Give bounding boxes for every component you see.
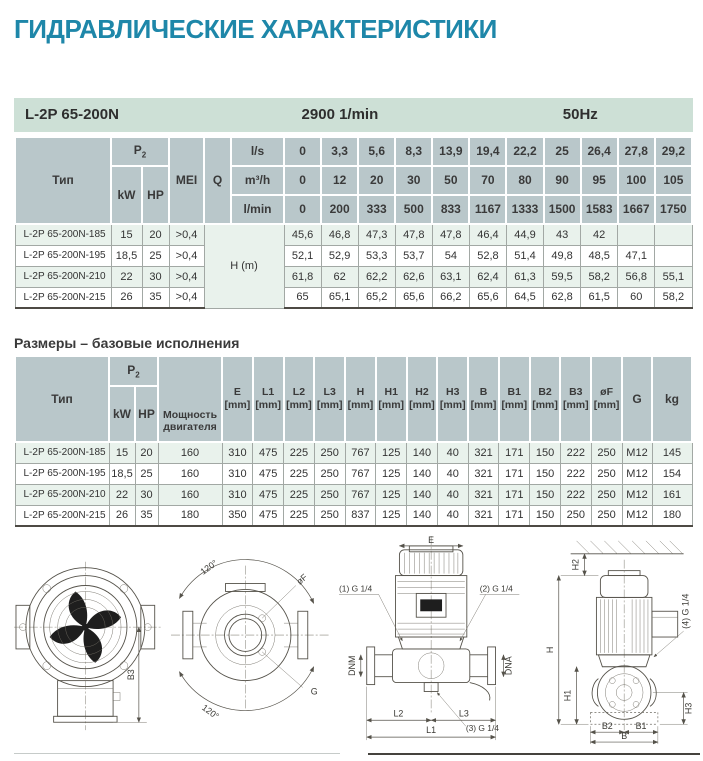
dim-label-l1: L1: [426, 725, 437, 736]
cell: 837: [345, 505, 376, 526]
cell: 22: [109, 484, 135, 505]
flow-value-cell: 30: [395, 166, 432, 195]
cell: 65,1: [321, 287, 358, 308]
col-header-type: Тип: [15, 137, 111, 224]
col-header-kg: kg: [652, 356, 692, 442]
cell: 45,6: [284, 224, 321, 245]
cell: 250: [314, 463, 345, 484]
table-row: [15, 442, 692, 463]
dim-label-angle-bottom: 120°: [199, 702, 221, 722]
flow-value-cell: 25: [544, 137, 581, 166]
cell: 150: [530, 484, 561, 505]
cell: 43: [544, 224, 581, 245]
flow-value-cell: 90: [544, 166, 581, 195]
cell: 18,5: [111, 245, 142, 266]
cell: 475: [253, 442, 284, 463]
cell: 65,6: [395, 287, 432, 308]
flow-value-cell: 333: [358, 195, 395, 224]
cell: >0,4: [169, 266, 204, 287]
cell: 44,9: [506, 224, 543, 245]
speed-label: 2900 1/min: [301, 106, 379, 123]
cell: [618, 224, 655, 245]
table-row: [15, 266, 692, 287]
flow-value-cell: 19,4: [469, 137, 506, 166]
cell: 30: [142, 266, 169, 287]
cell: 150: [530, 442, 561, 463]
flow-value-cell: 50: [432, 166, 469, 195]
pump-top-view-shapes: [171, 566, 330, 710]
cell: 63,1: [432, 266, 469, 287]
page-title: ГИДРАВЛИЧЕСКИЕ ХАРАКТЕРИСТИКИ: [14, 14, 497, 44]
cell: 20: [135, 442, 158, 463]
col-header-mei: MEI: [169, 137, 204, 224]
cell: 125: [376, 442, 407, 463]
cell: 47,8: [432, 224, 469, 245]
cell: 61,5: [581, 287, 618, 308]
flow-unit-label: l/s: [231, 137, 284, 166]
cell: 321: [468, 505, 499, 526]
flow-unit-label: l/min: [231, 195, 284, 224]
cell: 250: [591, 442, 622, 463]
spec-band: [14, 98, 693, 132]
drawing-pump-end-view: [14, 535, 163, 745]
col-header-p2: $P_2$: [109, 356, 158, 386]
pump-type-cell: L-2P 65-200N-215: [15, 505, 109, 526]
cell: 140: [407, 463, 438, 484]
pump-end-view-shapes: [14, 562, 163, 730]
cell: 225: [284, 442, 315, 463]
flow-value-cell: 5,6: [358, 137, 395, 166]
cell: >0,4: [169, 287, 204, 308]
cell: 225: [284, 484, 315, 505]
cell: 150: [530, 463, 561, 484]
flow-value-cell: 80: [506, 166, 543, 195]
section-title: Размеры – базовые исполнения: [14, 335, 240, 351]
figure-divider-left: [14, 753, 340, 754]
cell: 310: [222, 463, 253, 484]
cell: 321: [468, 484, 499, 505]
col-header-p2: $P_2$: [111, 137, 169, 166]
cell: 65: [284, 287, 321, 308]
dim-label-h1: H1: [563, 689, 574, 702]
label-g3: (3) G 1/4: [466, 723, 500, 734]
head-unit-cell: H (m): [204, 224, 284, 308]
cell: 150: [530, 505, 561, 526]
cell: [655, 224, 692, 245]
cell: 22: [111, 266, 142, 287]
cell: 475: [253, 484, 284, 505]
flow-value-cell: 1333: [506, 195, 543, 224]
cell: 42: [581, 224, 618, 245]
cell: M12: [622, 484, 652, 505]
cell: 51,4: [506, 245, 543, 266]
cell: 767: [345, 442, 376, 463]
dim-label-g: G: [310, 686, 318, 697]
flow-value-cell: 0: [284, 137, 321, 166]
dim-label-h3: H3: [684, 702, 695, 715]
col-header-dim: H3 [mm]: [437, 356, 468, 442]
col-header-dim: B2 [mm]: [530, 356, 561, 442]
cell: 475: [253, 505, 284, 526]
col-header-type: Тип: [15, 356, 109, 442]
dim-label-dna: DNA: [503, 656, 514, 676]
cell: 222: [560, 484, 591, 505]
flow-value-cell: 13,9: [432, 137, 469, 166]
dim-label-b2: B2: [602, 721, 614, 732]
cell: 62,4: [469, 266, 506, 287]
pump-type-cell: L-2P 65-200N-185: [15, 224, 111, 245]
dim-label-e: E: [428, 535, 435, 545]
cell: 250: [591, 463, 622, 484]
col-header-dim: øF [mm]: [591, 356, 622, 442]
flow-value-cell: 12: [321, 166, 358, 195]
table-row: [15, 463, 692, 484]
cell: 56,8: [618, 266, 655, 287]
cell: M12: [622, 442, 652, 463]
col-header-dim: B3 [mm]: [560, 356, 591, 442]
figure-divider-right: [368, 753, 700, 755]
pump-side-view-shapes: [571, 541, 684, 730]
cell: 53,3: [358, 245, 395, 266]
cell: 25: [135, 463, 158, 484]
cell: 225: [284, 463, 315, 484]
col-header-dim: H [mm]: [345, 356, 376, 442]
dim-label-b1: B1: [636, 721, 647, 732]
cell: 125: [376, 484, 407, 505]
pump-type-cell: L-2P 65-200N-210: [15, 266, 111, 287]
cell: 160: [158, 442, 222, 463]
cell: 225: [284, 505, 315, 526]
cell: 160: [158, 463, 222, 484]
flow-value-cell: 0: [284, 166, 321, 195]
cell: 62,6: [395, 266, 432, 287]
col-header-kw: kW: [109, 386, 135, 442]
dim-label-of: øF: [294, 571, 309, 587]
cell: 222: [560, 463, 591, 484]
cell: 40: [437, 442, 468, 463]
col-header-dim: B1 [mm]: [499, 356, 530, 442]
cell: 180: [158, 505, 222, 526]
cell: 222: [560, 442, 591, 463]
col-header-g: G: [622, 356, 652, 442]
cell: 140: [407, 505, 438, 526]
table-row: [15, 224, 692, 245]
flow-value-cell: 1500: [544, 195, 581, 224]
pump-type-cell: L-2P 65-200N-185: [15, 442, 109, 463]
cell: M12: [622, 505, 652, 526]
cell: 250: [591, 484, 622, 505]
col-header-dim: L2 [mm]: [284, 356, 315, 442]
flow-value-cell: 95: [581, 166, 618, 195]
cell: 310: [222, 442, 253, 463]
drawing-pump-side-view: [533, 535, 697, 745]
cell: 64,5: [506, 287, 543, 308]
cell: 46,8: [321, 224, 358, 245]
dim-label-l3: L3: [459, 708, 470, 719]
col-header-hp: HP: [135, 386, 158, 442]
cell: 171: [499, 505, 530, 526]
table-row: [15, 245, 692, 266]
cell: 145: [652, 442, 692, 463]
technical-drawings: [14, 535, 697, 745]
flow-value-cell: 0: [284, 195, 321, 224]
cell: 58,2: [655, 287, 692, 308]
table-row: [15, 484, 692, 505]
cell: 180: [652, 505, 692, 526]
flow-value-cell: 29,2: [655, 137, 692, 166]
cell: 61,8: [284, 266, 321, 287]
cell: 40: [437, 463, 468, 484]
pump-type-cell: L-2P 65-200N-195: [15, 463, 109, 484]
cell: 140: [407, 484, 438, 505]
label-g2: (2) G 1/4: [479, 583, 514, 594]
cell: 62,8: [544, 287, 581, 308]
cell: 47,1: [618, 245, 655, 266]
flow-value-cell: 70: [469, 166, 506, 195]
cell: 171: [499, 484, 530, 505]
dim-label-l2: L2: [393, 708, 404, 719]
pump-type-cell: L-2P 65-200N-210: [15, 484, 109, 505]
cell: 350: [222, 505, 253, 526]
cell: 15: [111, 224, 142, 245]
col-header-dim: E [mm]: [222, 356, 253, 442]
cell: 125: [376, 505, 407, 526]
flow-value-cell: 3,3: [321, 137, 358, 166]
cell: 65,2: [358, 287, 395, 308]
cell: 154: [652, 463, 692, 484]
flow-value-cell: 1750: [655, 195, 692, 224]
col-header-kw: kW: [111, 166, 142, 224]
cell: 35: [142, 287, 169, 308]
cell: 18,5: [109, 463, 135, 484]
cell: 767: [345, 484, 376, 505]
cell: 140: [407, 442, 438, 463]
cell: 66,2: [432, 287, 469, 308]
dim-label-dnm: DNM: [347, 655, 358, 676]
cell: 47,8: [395, 224, 432, 245]
col-header-dim: H1 [mm]: [376, 356, 407, 442]
cell: 20: [142, 224, 169, 245]
col-header-q: Q: [204, 137, 231, 224]
label-g4: (4) G 1/4: [681, 593, 692, 629]
header-row: [15, 166, 692, 195]
pump-type-cell: L-2P 65-200N-215: [15, 287, 111, 308]
cell: 58,2: [581, 266, 618, 287]
cell: 310: [222, 484, 253, 505]
cell: 30: [135, 484, 158, 505]
col-header-dim: B [mm]: [468, 356, 499, 442]
cell: 53,7: [395, 245, 432, 266]
cell: 125: [376, 463, 407, 484]
flow-value-cell: 105: [655, 166, 692, 195]
cell: 48,5: [581, 245, 618, 266]
flow-value-cell: 100: [618, 166, 655, 195]
cell: 61,3: [506, 266, 543, 287]
cell: 40: [437, 484, 468, 505]
cell: 475: [253, 463, 284, 484]
side-view-dimensions: [545, 554, 694, 744]
cell: M12: [622, 463, 652, 484]
flow-value-cell: 8,3: [395, 137, 432, 166]
cell: 161: [652, 484, 692, 505]
cell: 62: [321, 266, 358, 287]
model-label: L-2P 65-200N: [25, 106, 119, 123]
frequency-label: 50Hz: [562, 106, 598, 123]
cell: 54: [432, 245, 469, 266]
col-header-dim: L1 [mm]: [253, 356, 284, 442]
dim-label-angle-top: 120°: [198, 557, 219, 577]
dim-label-b: B: [621, 731, 628, 742]
cell: 62,2: [358, 266, 395, 287]
cell: [655, 245, 692, 266]
dimensions-table: [14, 355, 693, 527]
flow-value-cell: 1667: [618, 195, 655, 224]
col-header-hp: HP: [142, 166, 169, 224]
cell: 40: [437, 505, 468, 526]
cell: 250: [314, 484, 345, 505]
cell: 171: [499, 463, 530, 484]
col-header-dim: L3 [mm]: [314, 356, 345, 442]
header-row: [15, 137, 692, 166]
flow-value-cell: 200: [321, 195, 358, 224]
cell: 321: [468, 463, 499, 484]
table-row: [15, 505, 692, 526]
cell: 321: [468, 442, 499, 463]
hydraulic-table: [14, 136, 693, 309]
cell: 35: [135, 505, 158, 526]
cell: 65,6: [469, 287, 506, 308]
cell: 15: [109, 442, 135, 463]
cell: 160: [158, 484, 222, 505]
cell: 26: [111, 287, 142, 308]
col-header-dim: H2 [mm]: [407, 356, 438, 442]
cell: 767: [345, 463, 376, 484]
cell: 25: [142, 245, 169, 266]
flow-value-cell: 26,4: [581, 137, 618, 166]
cell: 250: [591, 505, 622, 526]
header-row: [15, 356, 692, 386]
cell: 250: [314, 442, 345, 463]
flow-value-cell: 27,8: [618, 137, 655, 166]
cell: 52,1: [284, 245, 321, 266]
cell: 250: [560, 505, 591, 526]
flow-value-cell: 1167: [469, 195, 506, 224]
pump-type-cell: L-2P 65-200N-195: [15, 245, 111, 266]
drawing-pump-front-view: [337, 535, 525, 745]
cell: 59,5: [544, 266, 581, 287]
cell: 60: [618, 287, 655, 308]
cell: >0,4: [169, 224, 204, 245]
cell: 171: [499, 442, 530, 463]
cell: 46,4: [469, 224, 506, 245]
flow-unit-label: m³/h: [231, 166, 284, 195]
dim-label-h2: H2: [571, 558, 582, 571]
flow-value-cell: 500: [395, 195, 432, 224]
dim-label-b3: B3: [125, 669, 136, 681]
cell: 49,8: [544, 245, 581, 266]
flow-value-cell: 833: [432, 195, 469, 224]
cell: 26: [109, 505, 135, 526]
cell: >0,4: [169, 245, 204, 266]
cell: 250: [314, 505, 345, 526]
pump-front-view-shapes: [367, 536, 496, 712]
cell: 47,3: [358, 224, 395, 245]
drawing-pump-top-view: [171, 535, 330, 745]
flow-value-cell: 20: [358, 166, 395, 195]
table-row: [15, 287, 692, 308]
label-g1: (1) G 1/4: [339, 583, 373, 594]
cell: 55,1: [655, 266, 692, 287]
flow-value-cell: 22,2: [506, 137, 543, 166]
dim-label-h: H: [545, 646, 556, 654]
cell: 52,8: [469, 245, 506, 266]
flow-value-cell: 1583: [581, 195, 618, 224]
col-header-motor-power: Мощность двигателя: [158, 356, 222, 442]
cell: 52,9: [321, 245, 358, 266]
